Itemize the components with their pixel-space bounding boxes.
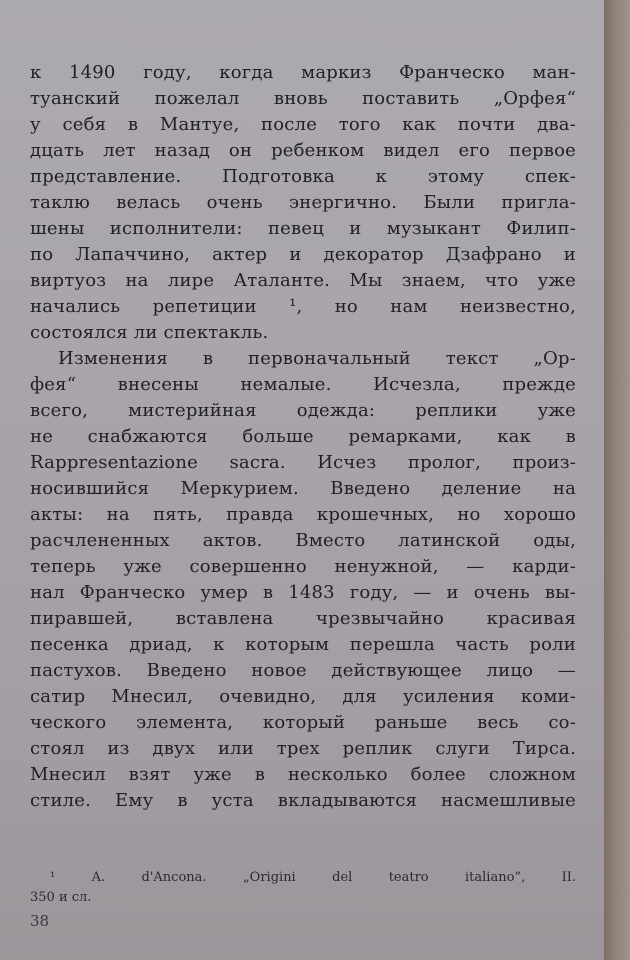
text-line: нал Франческо умер в 1483 году, — и очень вы-: [30, 582, 576, 603]
text-line: расчлененных актов. Вместо латинской оды,: [30, 530, 576, 551]
text-line: ческого элемента, который раньше весь со-: [30, 712, 576, 733]
text-line: фея“ внесены немалые. Исчезла, прежде: [30, 374, 576, 395]
text-line: стиле. Ему в уста вкладываются насмешливые: [30, 790, 576, 811]
text-line: пастухов. Введено новое действующее лицо —: [30, 660, 576, 681]
footnote: [30, 868, 576, 908]
text-line: не снабжаются больше ремарками, как в: [30, 426, 576, 447]
text-line: теперь уже совершенно ненужной, — карди-: [30, 556, 576, 577]
text-line: Мнесил взят уже в несколько более сложном: [30, 764, 576, 785]
text-line: всего, мистерийная одежда: реплики уже: [30, 400, 576, 421]
text-line: акты: на пять, правда крошечных, но хорошо: [30, 504, 576, 525]
text-line: носившийся Меркурием. Введено деление на: [30, 478, 576, 499]
page-number: 38: [30, 912, 50, 930]
text-line: шены исполнители: певец и музыкант Филип-: [30, 218, 576, 239]
text-line: Изменения в первоначальный текст „Ор-: [58, 348, 576, 369]
text-line: Rappresentazione sacra. Исчез пролог, произ-: [30, 452, 576, 473]
text-line: у себя в Мантуе, после того как почти два-: [30, 114, 576, 135]
text-line: пиравшей, вставлена чрезвычайно красивая: [30, 608, 576, 629]
page-edge: [604, 0, 630, 960]
footnote-line: ¹ A. d'Ancona. „Origini del teatro italiano“, II.: [50, 870, 576, 885]
text-line: к 1490 году, когда маркиз Франческо ман-: [30, 62, 576, 83]
text-line: таклю велась очень энергично. Были пригла-: [30, 192, 576, 213]
text-line: представление. Подготовка к этому спек-: [30, 166, 576, 187]
text-line: начались репетиции ¹, но нам неизвестно,: [30, 296, 576, 317]
text-line: дцать лет назад он ребенком видел его первое: [30, 140, 576, 161]
text-line: по Лапаччино, актер и декоратор Дзафрано и: [30, 244, 576, 265]
text-line: сатир Мнесил, очевидно, для усиления коми-: [30, 686, 576, 707]
text-line: песенка дриад, к которым перешла часть роли: [30, 634, 576, 655]
text-line: виртуоз на лире Аталанте. Мы знаем, что уже: [30, 270, 576, 291]
footnote-line: 350 и сл.: [30, 890, 92, 905]
text-line: стоял из двух или трех реплик слуги Тирса.: [30, 738, 576, 759]
text-line: туанский пожелал вновь поставить „Орфея“: [30, 88, 576, 109]
body-text: [30, 60, 576, 814]
text-line: состоялся ли спектакль.: [30, 322, 269, 343]
